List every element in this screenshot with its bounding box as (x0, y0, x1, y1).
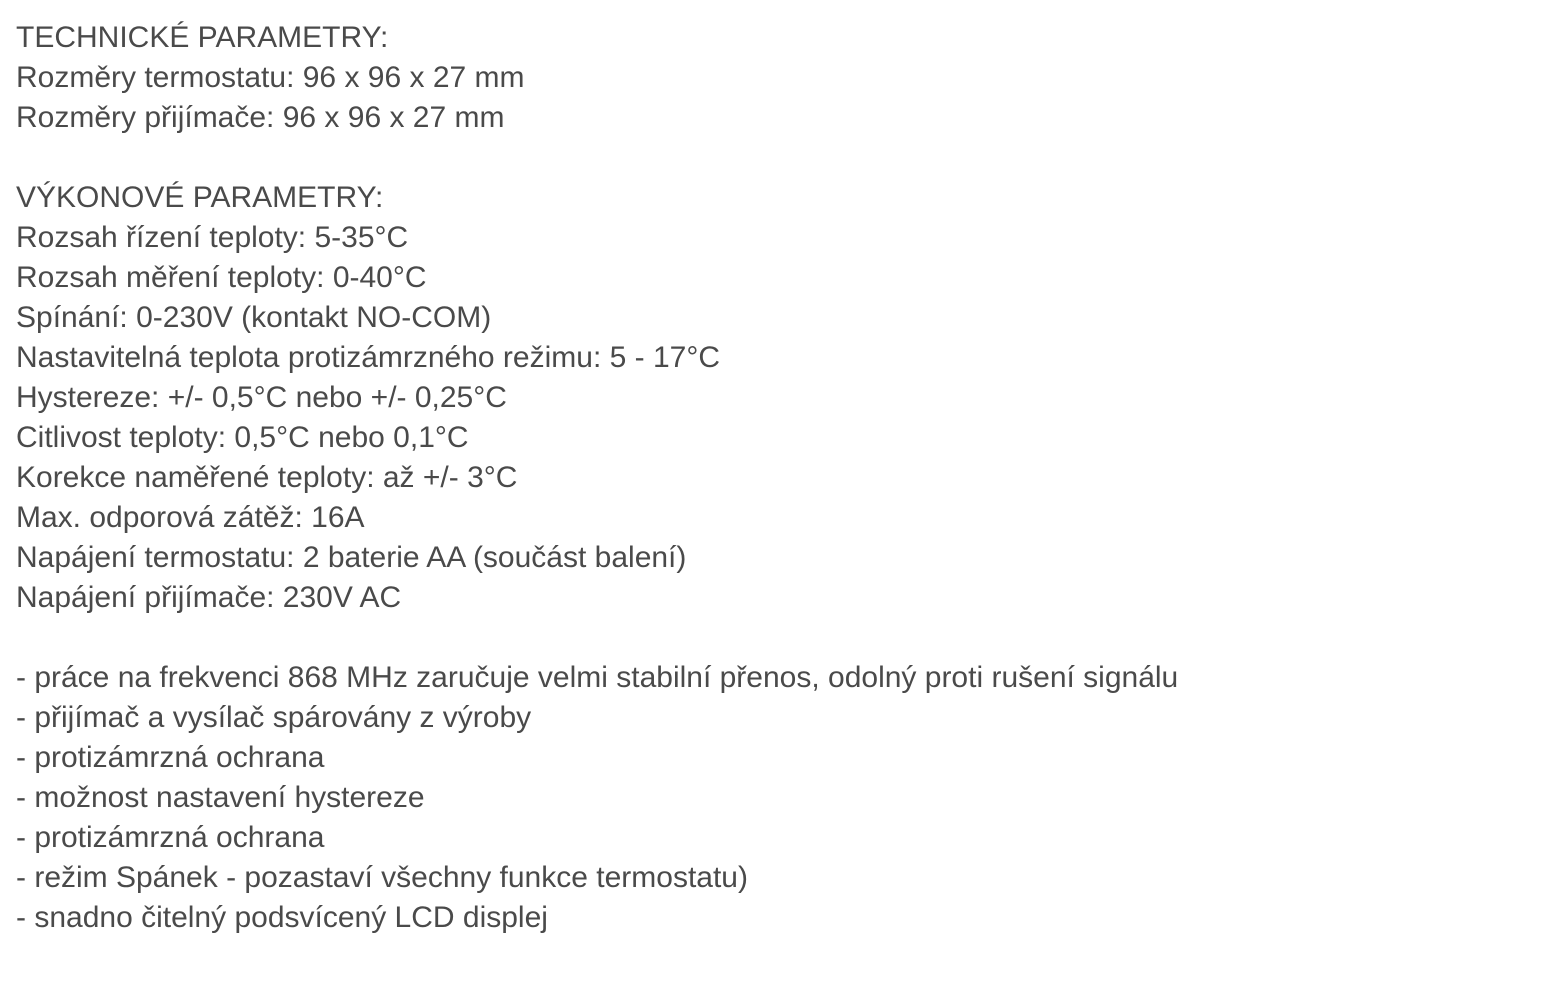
feature-list-item: - protizámrzná ochrana (16, 821, 325, 854)
feature-list-item: - protizámrzná ochrana (16, 741, 325, 774)
spec-line: Korekce naměřené teploty: až +/- 3°C (16, 461, 518, 494)
spec-line: Hystereze: +/- 0,5°C nebo +/- 0,25°C (16, 381, 507, 414)
performance-parameters-heading: VÝKONOVÉ PARAMETRY: (16, 181, 384, 214)
spec-line: Napájení termostatu: 2 baterie AA (součást balení) (16, 541, 687, 574)
spec-line: Napájení přijímače: 230V AC (16, 581, 402, 614)
feature-list-item: - možnost nastavení hystereze (16, 781, 425, 814)
technical-parameters-heading: TECHNICKÉ PARAMETRY: (16, 21, 389, 54)
feature-list-item: - přijímač a vysílač spárovány z výroby (16, 701, 532, 734)
spec-line: Max. odporová zátěž: 16A (16, 501, 365, 534)
spec-line: Spínání: 0-230V (kontakt NO-COM) (16, 301, 492, 334)
spec-line: Rozměry termostatu: 96 x 96 x 27 mm (16, 61, 525, 94)
feature-list-item: - režim Spánek - pozastaví všechny funkce termostatu) (16, 861, 748, 894)
feature-list-item: - snadno čitelný podsvícený LCD displej (16, 901, 548, 934)
spec-line: Rozsah měření teploty: 0-40°C (16, 261, 427, 294)
spec-line: Citlivost teploty: 0,5°C nebo 0,1°C (16, 421, 469, 454)
feature-list-item: - práce na frekvenci 868 MHz zaručuje velmi stabilní přenos, odolný proti rušení signálu (16, 661, 1179, 694)
spec-line: Rozměry přijímače: 96 x 96 x 27 mm (16, 101, 505, 134)
spec-line: Nastavitelná teplota protizámrzného režimu: 5 - 17°C (16, 341, 720, 374)
paragraph-gap (16, 138, 1516, 178)
product-spec-text (16, 18, 1516, 938)
paragraph-gap (16, 618, 1516, 658)
spec-line: Rozsah řízení teploty: 5-35°C (16, 221, 409, 254)
